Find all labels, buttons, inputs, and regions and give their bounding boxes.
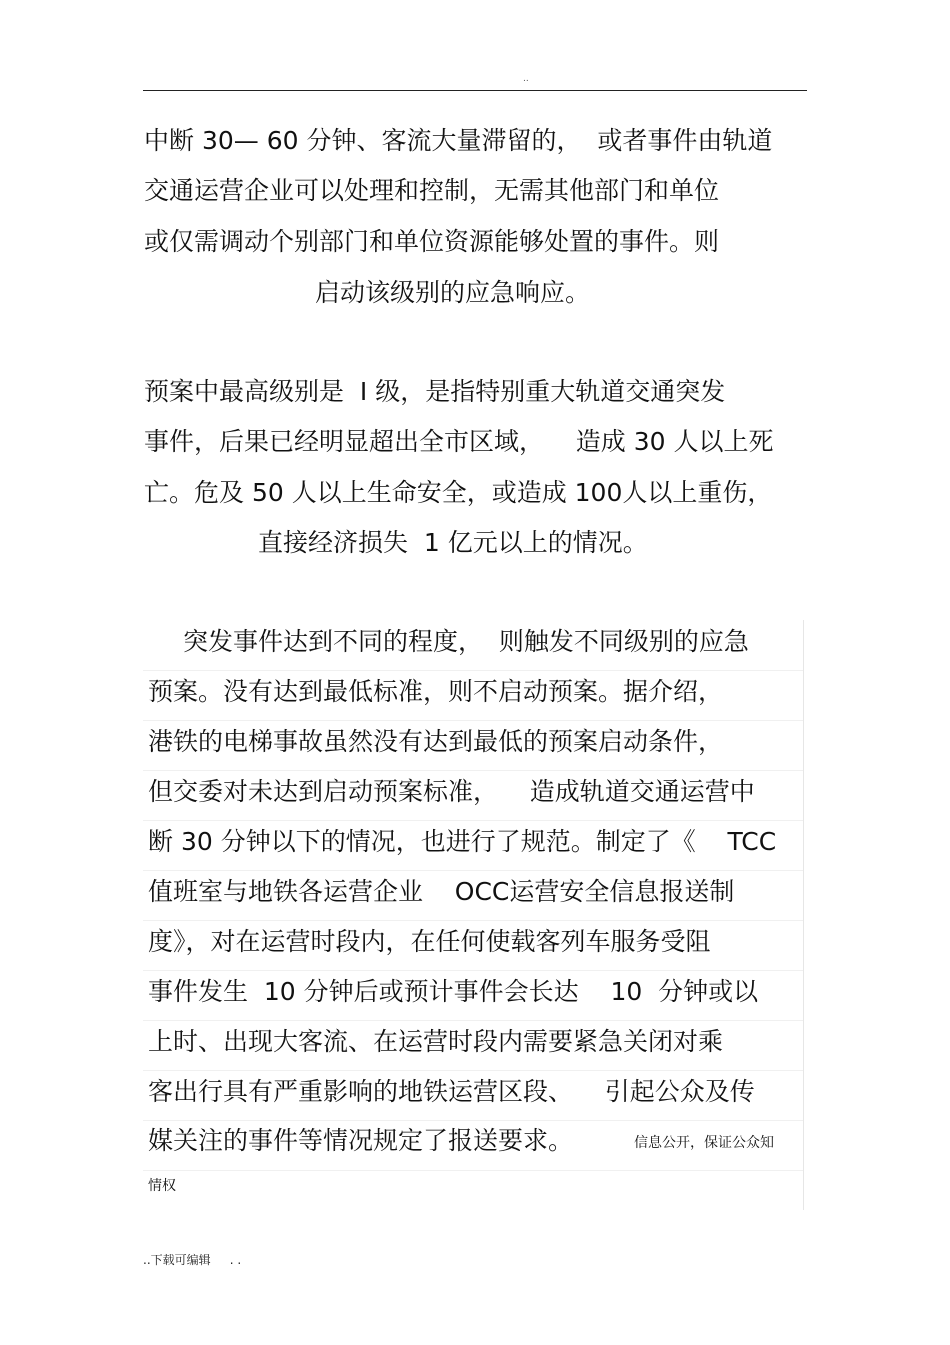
- text-line: 中断 30— 60 分钟、客流大量滞留的， 或者事件由轨道: [144, 126, 773, 155]
- text-line: 事件，后果已经明显超出全市区域， 造成 30 人以上死: [144, 427, 774, 456]
- text-line: 媒关注的事件等情况规定了报送要求。: [148, 1126, 574, 1155]
- text-line: 港铁的电梯事故虽然没有达到最低的预案启动条件，: [148, 727, 724, 756]
- text-line: 交通运营企业可以处理和控制，无需其他部门和单位: [144, 176, 720, 205]
- text-line: 值班室与地铁各运营企业 OCC运营安全信息报送制: [148, 877, 735, 906]
- text-line: 度》，对在运营时段内，在任何使载客列车服务受阻: [148, 927, 711, 956]
- text-line-small: 信息公开，保证公众知: [634, 1135, 774, 1151]
- text-line: 断 30 分钟以下的情况，也进行了规范。制定了《 TCC: [148, 827, 777, 856]
- text-line: 突发事件达到不同的程度， 则触发不同级别的应急: [183, 627, 749, 656]
- header-rule: [143, 90, 807, 91]
- text-line: 预案中最高级别是 Ⅰ 级，是指特别重大轨道交通突发: [144, 377, 726, 406]
- text-line: 亡。危及 50 人以上生命安全，或造成 100人以上重伤，: [144, 478, 773, 507]
- footer-note: ..下载可编辑 . .: [143, 1253, 242, 1267]
- text-line: 客出行具有严重影响的地铁运营区段、 引起公众及传: [148, 1077, 755, 1106]
- text-line: 但交委对未达到启动预案标准， 造成轨道交通运营中: [148, 777, 755, 806]
- text-line: 事件发生 10 分钟后或预计事件会长达 10 分钟或以: [148, 977, 759, 1006]
- text-line: 或仅需调动个别部门和单位资源能够处置的事件。则: [144, 227, 720, 256]
- text-line: 上时、出现大客流、在运营时段内需要紧急关闭对乘: [148, 1027, 724, 1056]
- text-line: 直接经济损失 1 亿元以上的情况。: [258, 528, 648, 557]
- header-mark: ..: [523, 74, 529, 84]
- text-line: 预案。没有达到最低标准，则不启动预案。据介绍，: [148, 677, 724, 706]
- text-line-small: 情权: [148, 1178, 176, 1194]
- text-line: 启动该级别的应急响应。: [315, 278, 591, 307]
- row-frame: [143, 1170, 804, 1210]
